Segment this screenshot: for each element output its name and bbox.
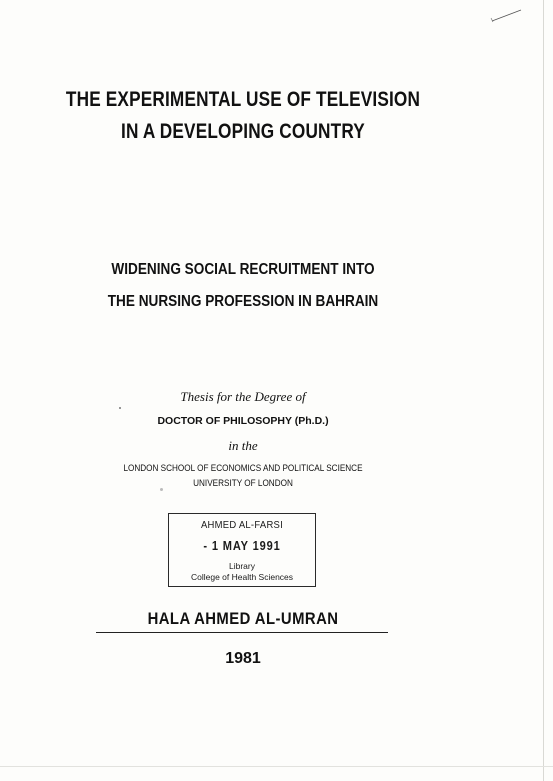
subtitle-line-2: THE NURSING PROFESSION IN BAHRAIN bbox=[107, 293, 379, 310]
author-name: HALA AHMED AL-UMRAN bbox=[147, 610, 339, 628]
in-the-text: in the bbox=[228, 438, 258, 453]
thesis-for-degree: Thesis for the Degree of bbox=[180, 389, 306, 404]
publication-year: 1981 bbox=[225, 650, 261, 667]
page-edge-bottom bbox=[0, 766, 553, 767]
school-name: LONDON SCHOOL OF ECONOMICS AND POLITICAL SCIENCE bbox=[123, 463, 363, 474]
stamp-name: AHMED AL-FARSI bbox=[200, 519, 284, 531]
subtitle-line-1: WIDENING SOCIAL RECRUITMENT INTO bbox=[111, 261, 375, 278]
stamp-library: Library bbox=[229, 561, 255, 571]
main-title-line-1: THE EXPERIMENTAL USE OF TELEVISION bbox=[65, 88, 421, 111]
stamp-college: College of Health Sciences bbox=[190, 572, 294, 582]
university-name: UNIVERSITY OF LONDON bbox=[193, 478, 293, 489]
author-underline bbox=[96, 632, 388, 633]
degree-name: DOCTOR OF PHILOSOPHY (Ph.D.) bbox=[157, 415, 329, 427]
main-title-line-2: IN A DEVELOPING COUNTRY bbox=[121, 120, 365, 143]
pencil-mark-icon bbox=[490, 8, 524, 24]
library-stamp bbox=[168, 513, 316, 587]
paper-speck bbox=[160, 488, 163, 491]
page-edge-right bbox=[543, 0, 544, 781]
paper-speck bbox=[119, 407, 121, 409]
stamp-date: - 1 MAY 1991 bbox=[203, 538, 281, 553]
